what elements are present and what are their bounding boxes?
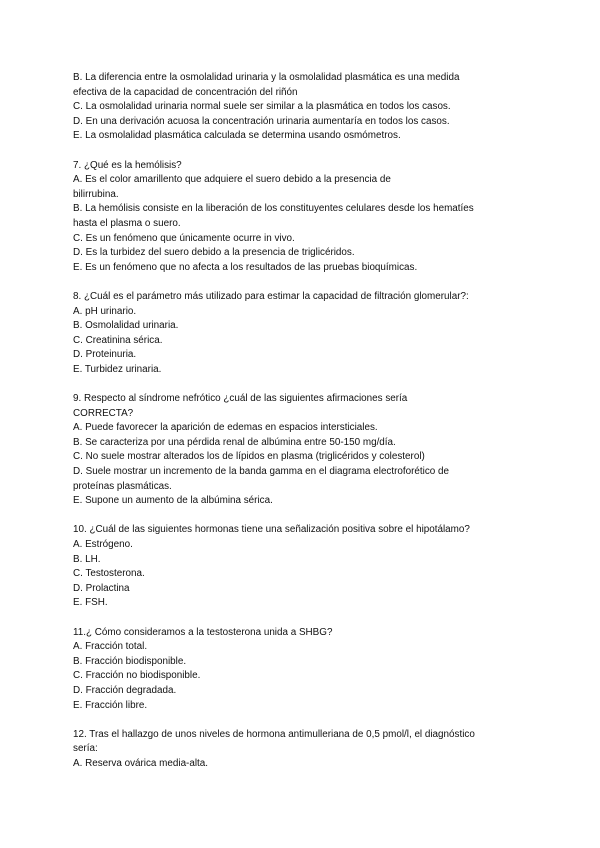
- text-line: D. Es la turbidez del suero debido a la presencia de triglicéridos.: [73, 247, 355, 259]
- text-line: bilirrubina.: [73, 188, 119, 200]
- question-block: [73, 290, 543, 378]
- text-line: B. La diferencia entre la osmolalidad urinaria y la osmolalidad plasmática es una medida: [73, 72, 460, 83]
- paragraph-gap: [73, 713, 543, 728]
- text-line: D. Suele mostrar un incremento de la banda gamma en el diagrama electroforético de: [73, 466, 450, 478]
- question-text: 8. ¿Cuál es el parámetro más utilizado para estimar la capacidad de filtración glomerular?:: [73, 290, 469, 302]
- text-line: CORRECTA?: [73, 407, 134, 419]
- paragraph-gap: [73, 275, 543, 290]
- paragraph-gap: [73, 509, 543, 524]
- question-text: 11.¿ Cómo consideramos a la testosterona unida a SHBG?: [73, 626, 333, 638]
- text-line: sería:: [73, 743, 98, 755]
- text-line: C. Creatinina sérica.: [73, 334, 163, 346]
- text-line: A. Fracción total.: [73, 641, 148, 653]
- text-line: B. Se caracteriza por una pérdida renal de albúmina entre 50-150 mg/día.: [73, 436, 396, 448]
- text-line: E. Turbidez urinaria.: [73, 363, 162, 375]
- text-line: B. LH.: [73, 553, 101, 565]
- text-line: D. Prolactina: [73, 582, 130, 594]
- paragraph-gap: [73, 144, 543, 159]
- question-text: 9. Respecto al síndrome nefrótico ¿cuál de las siguientes afirmaciones sería: [73, 393, 408, 405]
- text-line: B. La hemólisis consiste en la liberación de los constituyentes celulares desde los hematíes: [73, 203, 474, 215]
- question-block: [73, 523, 543, 611]
- text-line: E. Fracción libre.: [73, 699, 148, 711]
- paragraph-gap: [73, 377, 543, 392]
- text-line: B. Fracción biodisponible.: [73, 655, 187, 667]
- text-line: E. FSH.: [73, 597, 108, 609]
- text-line: C. Testosterona.: [73, 568, 145, 580]
- text-line: A. Puede favorecer la aparición de edemas en espacios intersticiales.: [73, 422, 378, 434]
- text-line: D. Proteinuria.: [73, 349, 137, 361]
- text-line: A. Reserva ovárica media-alta.: [73, 757, 209, 769]
- text-line: E. Supone un aumento de la albúmina sérica.: [73, 495, 273, 507]
- document-page: [73, 71, 543, 772]
- text-line: C. Es un fenómeno que únicamente ocurre in vivo.: [73, 232, 295, 244]
- question-6-continuation: [73, 71, 543, 144]
- text-line: B. Osmolalidad urinaria.: [73, 320, 179, 332]
- text-line: A. Es el color amarillento que adquiere el suero debido a la presencia de: [73, 174, 391, 186]
- question-block: [73, 626, 543, 714]
- text-line: C. No suele mostrar alterados los de lípidos en plasma (triglicéridos y colesterol): [73, 451, 425, 463]
- question-text: 10. ¿Cuál de las siguientes hormonas tiene una señalización positiva sobre el hipotálamo?: [73, 524, 470, 536]
- text-line: A. Estrógeno.: [73, 539, 133, 550]
- text-line: E. La osmolalidad plasmática calculada se determina usando osmómetros.: [73, 130, 401, 142]
- text-line: proteínas plasmáticas.: [73, 480, 172, 492]
- text-line: D. En una derivación acuosa la concentración urinaria aumentaría en todos los casos.: [73, 115, 450, 127]
- text-line: C. La osmolalidad urinaria normal suele ser similar a la plasmática en todos los casos.: [73, 101, 451, 113]
- text-line: A. pH urinario.: [73, 305, 137, 317]
- question-text: 12. Tras el hallazgo de unos niveles de hormona antimulleriana de 0,5 pmol/l, el diagnóstico: [73, 728, 475, 740]
- text-line: efectiva de la capacidad de concentración del riñón: [73, 86, 298, 98]
- text-line: E. Es un fenómeno que no afecta a los resultados de las pruebas bioquímicas.: [73, 261, 418, 273]
- paragraph-gap: [73, 611, 543, 626]
- question-text: 7. ¿Qué es la hemólisis?: [73, 159, 182, 171]
- question-block: [73, 392, 543, 509]
- text-line: hasta el plasma o suero.: [73, 217, 181, 229]
- text-line: D. Fracción degradada.: [73, 684, 177, 696]
- question-block: [73, 728, 543, 772]
- text-line: C. Fracción no biodisponible.: [73, 670, 201, 682]
- question-block: [73, 159, 543, 276]
